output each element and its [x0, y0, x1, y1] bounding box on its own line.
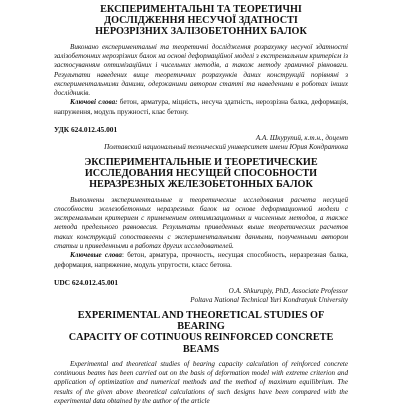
ua-title-line: НЕРОЗРІЗНИХ ЗАЛІЗОБЕТОННИХ БАЛОК	[95, 26, 307, 38]
ru-keywords-text: : бетон, арматура, прочность, несущая способность, неразрезная балка, деформация, напряжение, модуль упругости, класс бетона.	[54, 251, 348, 269]
ru-keywords	[54, 251, 348, 270]
ua-title-line: ДОСЛІДЖЕННЯ НЕСУЧОЇ ЗДАТНОСТІ	[104, 15, 298, 27]
ru-affiliation: Полтавский национальный технический университет имени Юрия Кондратюка	[104, 142, 348, 151]
ru-abstract: Выполнены экспериментальные и теоретические исследования расчета несущей способности железобетонных неразрезных балок на основе деформационной модели с экстремальным критерием с применением оптимизационных и численных методов, а также метода предельного равновесия. Результаты приведенных выше теоретических расчетов таких конструкций сопоставлены с экспериментальными данными, полученными автором статьи и приведенными в работах других исследователей.	[54, 195, 348, 251]
en-abstract: Experimental and theoretical studies of bearing capacity calculation of reinforced concrete continuous beams has been carried out on the basis of deformation model with extreme criterion and application of optimization and numerical methods and the method of maximum equilibrium. The results of the given above theoretical calculations of such designs have been compared with the experimental data obtained by the author of the article	[54, 359, 348, 405]
en-affiliation: Poltava National Technical Yuri Kondratyuk University	[190, 295, 348, 304]
ua-keywords-text: бетон, арматура, міцність, несуча здатність, нерозрізна балка, деформація, напруження, модуль пружності, клас бетону.	[54, 98, 348, 116]
ua-title-line: ЕКСПЕРИМЕНТАЛЬНІ ТА ТЕОРЕТИЧНІ	[100, 4, 302, 15]
en-udc: UDC 624.012.45.001	[54, 277, 119, 287]
en-author: O.A. Shkurupiy, PhD, Associate Professor	[228, 286, 348, 295]
ru-udc: УДК 624.012.45.001	[54, 124, 118, 134]
en-title	[54, 310, 348, 355]
ua-keywords-label: Ключові слова:	[70, 98, 118, 107]
ua-title	[54, 4, 348, 38]
ua-abstract: Виконано експериментальні та теоретичні дослідження розрахунку несучої здатності залізобетонних нерозрізних балок на основі деформаційної моделі з екстремальним критерієм із застосуванням оптимізаційних і чисельних методів, а також методу граничної рівноваги. Результати наведених вище теоретичних розрахунків даних конструкцій порівняні з експериментальними даними, одержаними автором статті та наведеними в роботах інших дослідників.	[54, 42, 348, 98]
ru-title	[54, 157, 348, 191]
ru-title-line: ИССЛЕДОВАНИЯ НЕСУЩЕЙ СПОСОБНОСТИ	[84, 168, 318, 180]
ru-author: А.А. Шкурупий, к.т.н., доцент	[255, 133, 348, 142]
en-title-line: EXPERIMENTAL AND THEORETICAL STUDIES OF BEARING	[77, 309, 325, 333]
ru-title-line: НЕРАЗРЕЗНЫХ ЖЕЛЕЗОБЕТОННЫХ БАЛОК	[89, 179, 313, 191]
ua-keywords	[54, 98, 348, 117]
en-title-line: CAPACITY OF COTINUOUS REINFORCED CONCRETE BEAMS	[68, 332, 334, 355]
ru-title-line: ЭКСПЕРИМЕНТАЛЬНЫЕ И ТЕОРЕТИЧЕСКИЕ	[84, 156, 318, 168]
ru-keywords-label: Ключевые слова	[70, 251, 122, 260]
paper-page	[0, 4, 400, 404]
